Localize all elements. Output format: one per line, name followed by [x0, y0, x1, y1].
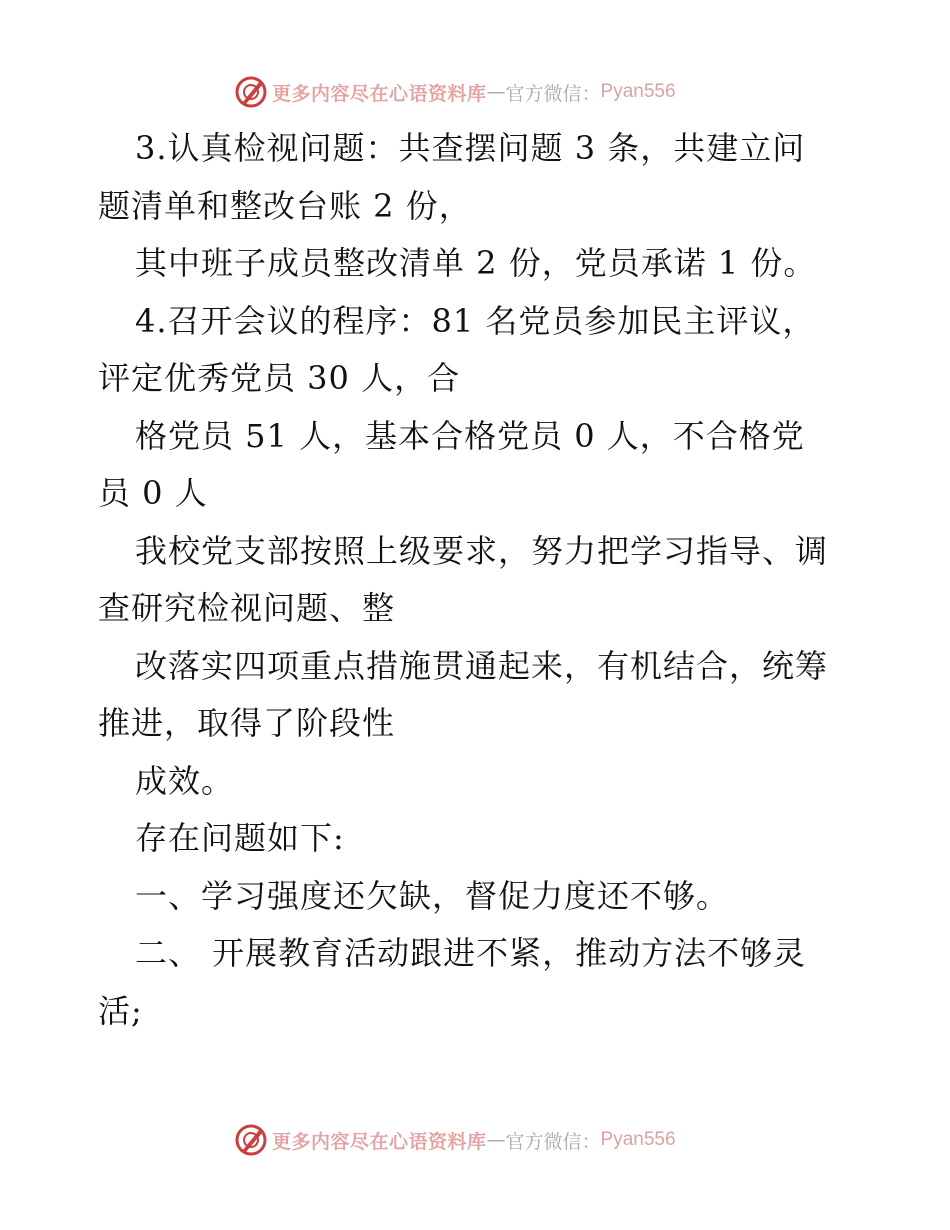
text-line: 题清单和整改台账 2 份， [98, 186, 472, 225]
text-line: 查研究检视问题、整 [98, 589, 396, 627]
quill-logo-icon [234, 1123, 268, 1157]
banner-wechat-label: 官方微信： [505, 1130, 601, 1153]
text-line: 成效。 [135, 761, 235, 800]
text-line: 我校党支部按照上级要求，努力把学习指导、调 [135, 531, 829, 570]
text-line: 改落实四项重点措施贯通起来，有机结合，统筹 [135, 646, 829, 685]
banner-library-text: 更多内容尽在心语资料库 [272, 82, 487, 105]
text-line: 二、 开展教育活动跟进不紧，推动方法不够灵 [135, 934, 807, 972]
banner-library-text: 更多内容尽在心语资料库 [272, 1130, 487, 1153]
document-body [98, 120, 858, 1040]
banner-wechat-id: Pyan556 [600, 81, 676, 102]
text-line: 格党员 51 人，基本合格党员 0 人，不合格党 [135, 416, 805, 455]
header-banner [234, 72, 754, 112]
text-line: 存在问题如下: [135, 819, 345, 857]
text-line: 其中班子成员整改清单 2 份，党员承诺 1 份。 [135, 244, 817, 282]
banner-dash: — [486, 1129, 506, 1151]
text-line: 评定优秀党员 30 人，合 [98, 359, 461, 397]
quill-logo-icon [234, 75, 268, 109]
text-line: 4.召开会议的程序：81 名党员参加民主评议， [135, 301, 816, 340]
text-line: 推进，取得了阶段性 [98, 704, 396, 742]
text-line: 一、学习强度还欠缺，督促力度还不够。 [135, 876, 730, 915]
footer-banner [234, 1120, 754, 1160]
text-line: 3.认真检视问题：共查摆问题 3 条，共建立问 [135, 129, 806, 167]
text-line: 活; [98, 991, 143, 1030]
text-line: 员 0 人 [98, 474, 208, 512]
banner-wechat-id: Pyan556 [600, 1129, 676, 1150]
banner-dash: — [486, 81, 506, 103]
banner-wechat-label: 官方微信： [505, 82, 601, 105]
